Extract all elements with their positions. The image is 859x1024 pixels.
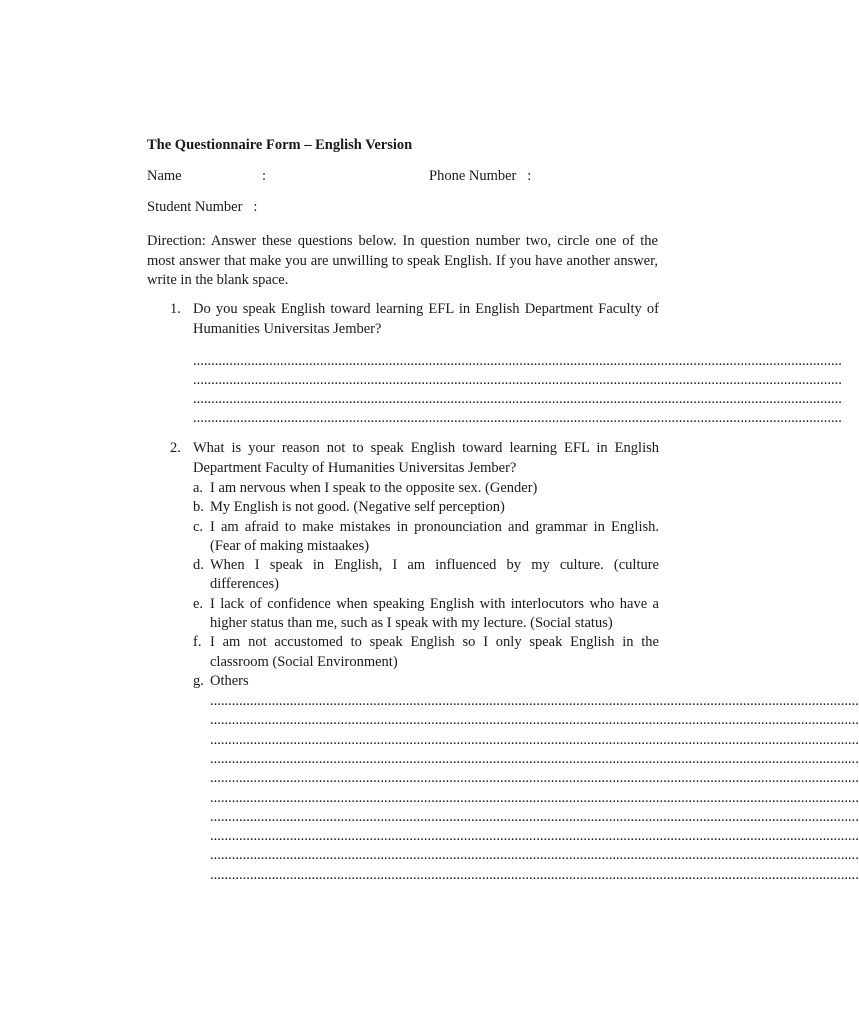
option-text: My English is not good. (Negative self perception) — [210, 499, 505, 516]
option-letter: g. — [193, 672, 204, 689]
option-text: I am afraid to make mistakes in pronounciation and grammar in English. (Fear of making mistaakes) — [210, 518, 659, 554]
others-answer-line[interactable]: ................................................................................................................................................................................... — [210, 809, 859, 825]
option-letter: c. — [193, 518, 204, 535]
others-answer-line[interactable]: ................................................................................................................................................................................... — [210, 751, 859, 767]
option-text: When I speak in English, I am influenced by my culture. (culture differences) — [210, 557, 659, 593]
others-answer-line[interactable]: ................................................................................................................................................................................... — [210, 770, 859, 786]
others-answer-line[interactable]: ................................................................................................................................................................................... — [210, 790, 859, 806]
others-answer-line[interactable]: ................................................................................................................................................................................... — [210, 712, 859, 728]
others-answer-line[interactable]: ................................................................................................................................................................................... — [210, 867, 859, 883]
answer-line[interactable]: ................................................................................................................................................................................... — [193, 410, 842, 426]
question-1 — [147, 300, 659, 339]
name-label: Name — [147, 168, 182, 184]
option-a[interactable] — [193, 479, 659, 498]
name-colon: : — [262, 168, 267, 184]
option-letter: e. — [193, 595, 204, 612]
question-number: 1. — [170, 301, 181, 317]
student-number-label: Student Number : — [147, 199, 258, 215]
others-answer-line[interactable]: ................................................................................................................................................................................... — [210, 732, 859, 748]
options-list — [193, 479, 659, 691]
answer-line[interactable]: ................................................................................................................................................................................... — [193, 391, 842, 407]
others-answer-line[interactable]: ................................................................................................................................................................................... — [210, 847, 859, 863]
option-text: I lack of confidence when speaking English with interlocutors who have a higher status than me, such as I speak with my lecture. (Social status) — [210, 595, 659, 632]
option-d[interactable] — [193, 556, 659, 595]
others-answer-line[interactable]: ................................................................................................................................................................................... — [210, 693, 859, 709]
question-text: Do you speak English toward learning EFL in English Department Faculty of Humanities Universitas Jember? — [193, 301, 659, 337]
answer-line[interactable]: ................................................................................................................................................................................... — [193, 353, 842, 369]
option-letter: a. — [193, 480, 204, 496]
option-e[interactable] — [193, 595, 659, 634]
question-text: What is your reason not to speak English toward learning EFL in English Department Faculty of Humanities Universitas Jember? — [193, 440, 659, 476]
option-text: I am not accustomed to speak English so I only speak English in the classroom (Social Environment) — [210, 634, 659, 670]
option-f[interactable] — [193, 633, 659, 672]
option-letter: f. — [193, 634, 202, 651]
option-c[interactable] — [193, 518, 659, 557]
option-b[interactable] — [193, 498, 659, 517]
option-text: Others — [210, 672, 249, 689]
option-letter: d. — [193, 557, 204, 574]
phone-number-label: Phone Number : — [429, 168, 532, 184]
question-number: 2. — [170, 440, 181, 456]
option-g[interactable] — [193, 672, 659, 691]
option-letter: b. — [193, 499, 204, 516]
option-text: I am nervous when I speak to the opposite sex. (Gender) — [210, 480, 538, 496]
form-title: The Questionnaire Form – English Version — [147, 137, 413, 153]
others-answer-line[interactable]: ................................................................................................................................................................................... — [210, 828, 859, 844]
answer-line[interactable]: ................................................................................................................................................................................... — [193, 372, 842, 388]
question-2 — [147, 439, 659, 478]
direction-text: Direction: Answer these questions below. In question number two, circle one of the most answer that make you are unwilling to speak English. If you have another answer, write in the blank space. — [147, 233, 658, 288]
